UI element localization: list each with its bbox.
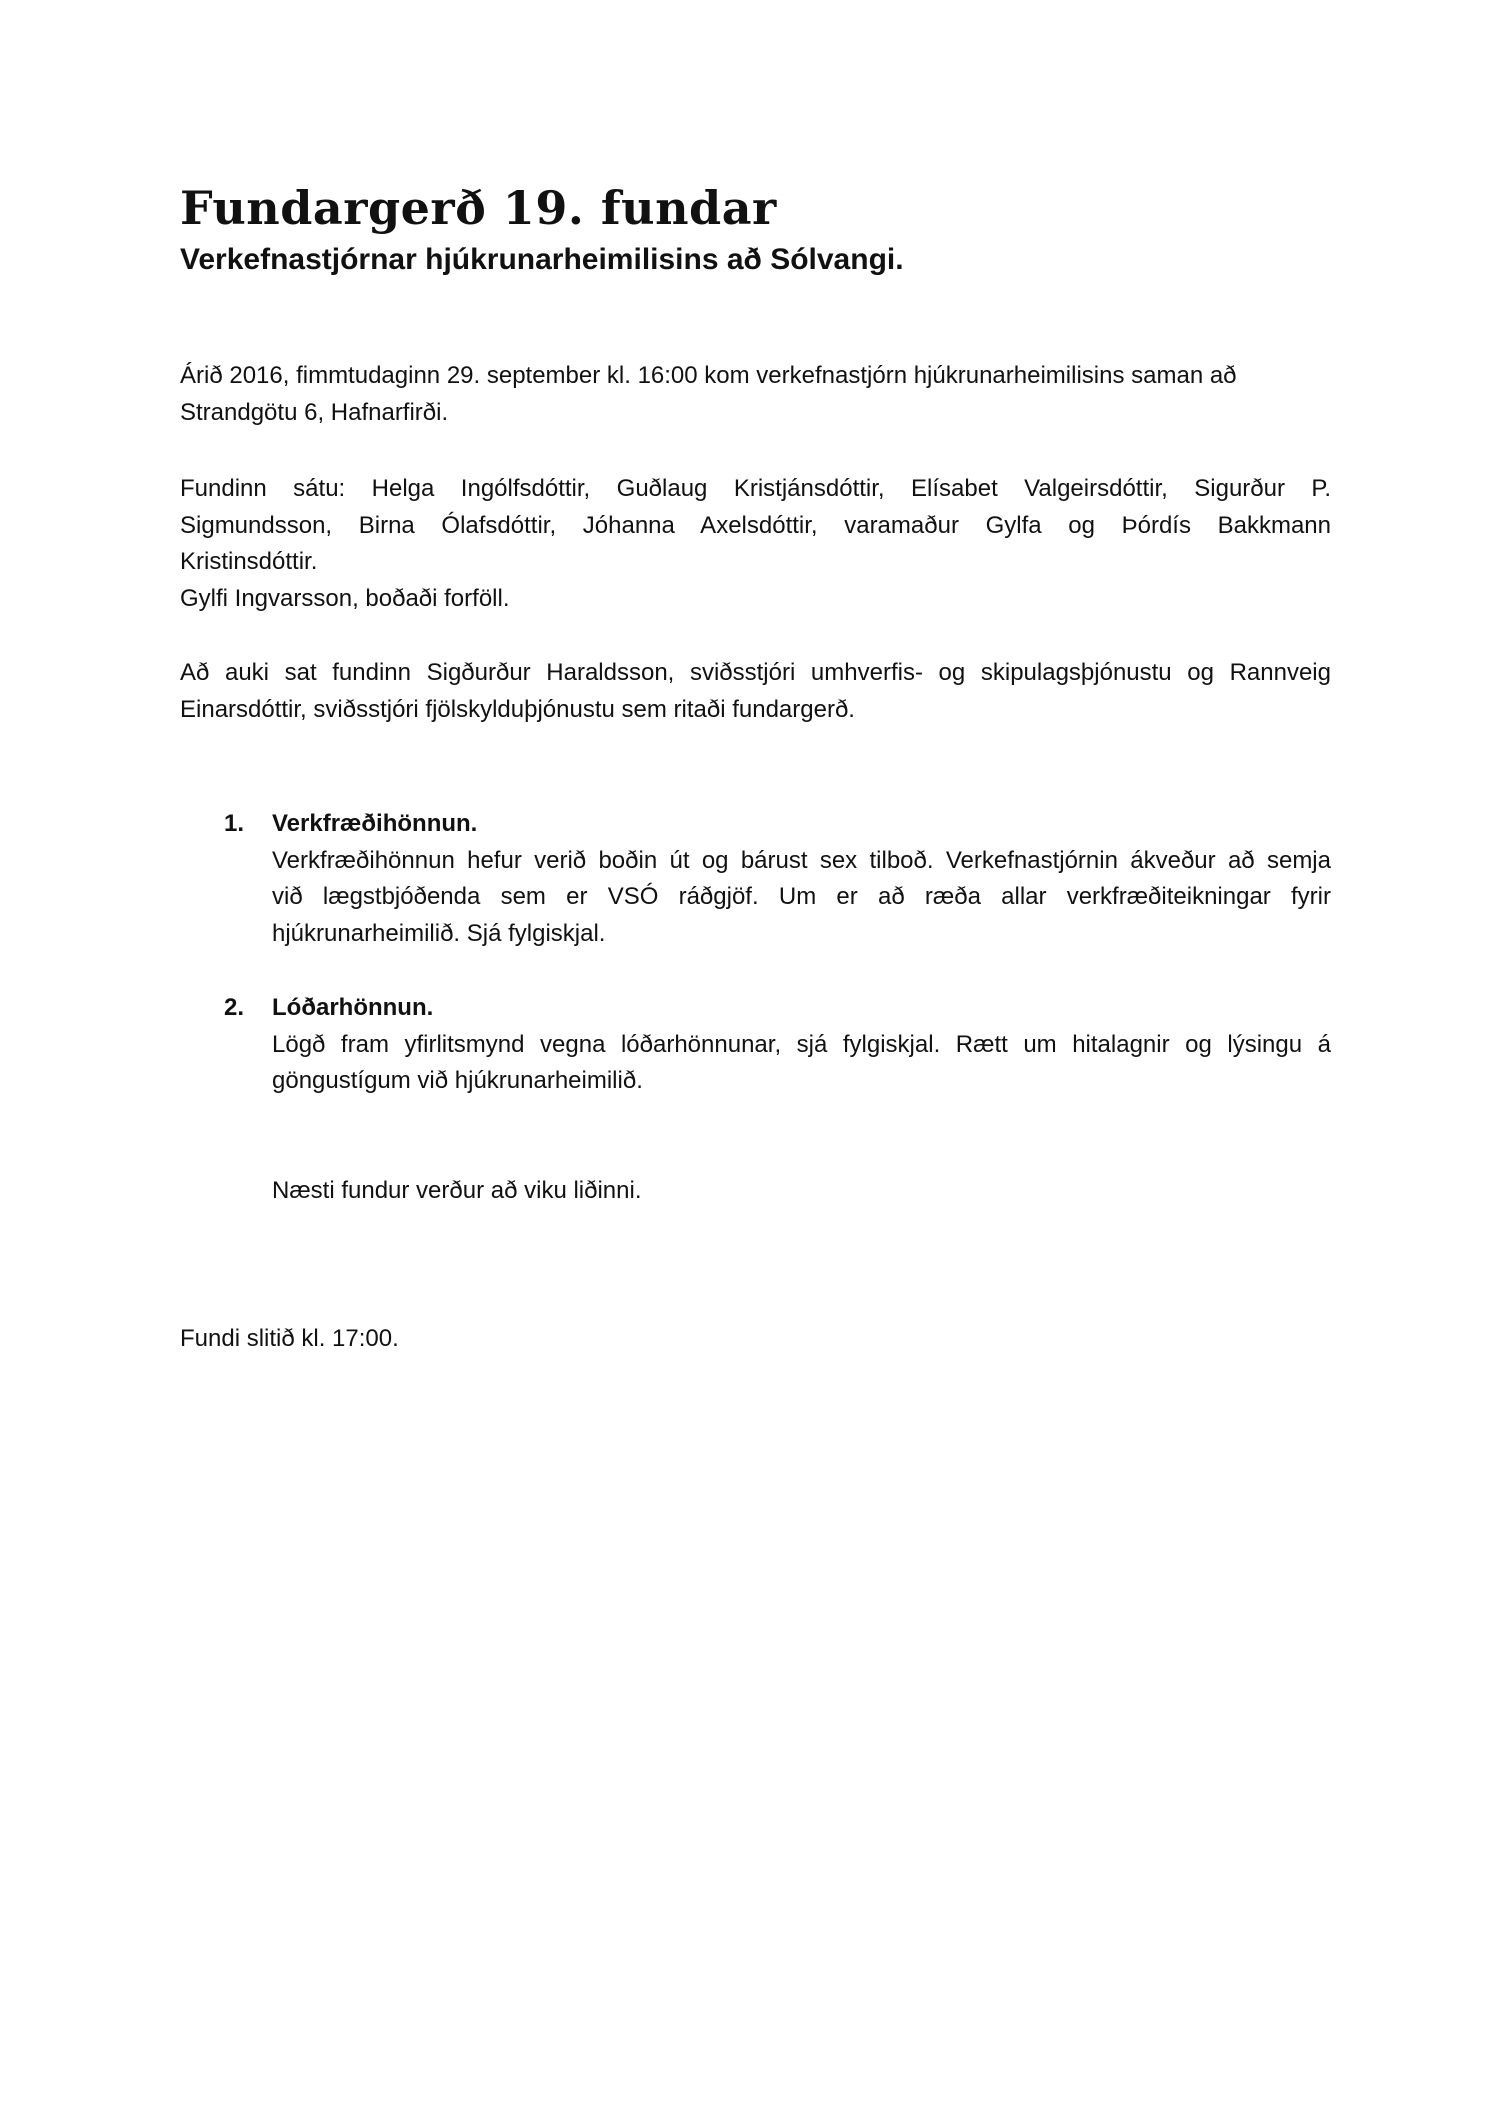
agenda-item-line-2: göngustígum við hjúkrunarheimilið. — [272, 1067, 643, 1094]
attendees-line-3: Kristinsdóttir. — [180, 548, 318, 575]
page-title: Fundargerð 19. fundar — [180, 181, 777, 235]
agenda-item-number: 1. — [224, 810, 245, 837]
agenda-item-heading: Lóðarhönnun. — [272, 994, 434, 1021]
absent-note: Gylfi Ingvarsson, boðaði forföll. — [180, 584, 510, 612]
next-meeting-text: Næsti fundur verður að viku liðinni. — [272, 1177, 642, 1204]
closing-text: Fundi slitið kl. 17:00. — [180, 1325, 399, 1352]
attendees-line-2: Sigmundsson, Birna Ólafsdóttir, Jóhanna Axelsdóttir, varamaður Gylfa og Þórdís Bakkmann — [180, 511, 1331, 539]
intro-line-2: Strandgötu 6, Hafnarfirði. — [180, 398, 449, 426]
agenda-item-line-3: hjúkrunarheimilið. Sjá fylgiskjal. — [272, 919, 606, 947]
agenda-item-line-1: Verkfræðihönnun hefur verið boðin út og bárust sex tilboð. Verkefnastjórnin ákveður að semja — [272, 846, 1331, 874]
agenda-item-content — [272, 990, 1331, 1100]
next-meeting-note — [272, 1173, 1331, 1210]
attendees-paragraph — [180, 471, 1331, 617]
also-present-paragraph — [180, 655, 1331, 728]
intro-line-1: Árið 2016, fimmtudaginn 29. september kl. 16:00 kom verkefnastjórn hjúkrunarheimilisins saman að — [180, 362, 1237, 389]
agenda-item-line-1: Lögð fram yfirlitsmynd vegna lóðarhönnunar, sjá fylgiskjal. Rætt um hitalagnir og lýsingu á — [272, 1030, 1331, 1058]
closing-note — [180, 1321, 1331, 1358]
attendees-line-1: Fundinn sátu: Helga Ingólfsdóttir, Guðlaug Kristjánsdóttir, Elísabet Valgeirsdóttir, Sigurður P. — [180, 475, 1331, 502]
agenda-item-number: 2. — [224, 994, 245, 1021]
also-present-line-1: Að auki sat fundinn Sigðurður Haraldsson, sviðsstjóri umhverfis- og skipulagsþjónustu og Rannveig — [180, 659, 1331, 686]
also-present-line-2: Einarsdóttir, sviðsstjóri fjölskylduþjónustu sem ritaði fundargerð. — [180, 695, 855, 723]
agenda-item-line-2: við lægstbjóðenda sem er VSÓ ráðgjöf. Um er að ræða allar verkfræðiteikningar fyrir — [272, 883, 1331, 910]
intro-paragraph — [180, 358, 1331, 431]
agenda-item-heading: Verkfræðihönnun. — [272, 810, 478, 837]
page-subtitle: Verkefnastjórnar hjúkrunarheimilisins að Sólvangi. — [180, 243, 904, 276]
agenda-item-content — [272, 806, 1331, 952]
